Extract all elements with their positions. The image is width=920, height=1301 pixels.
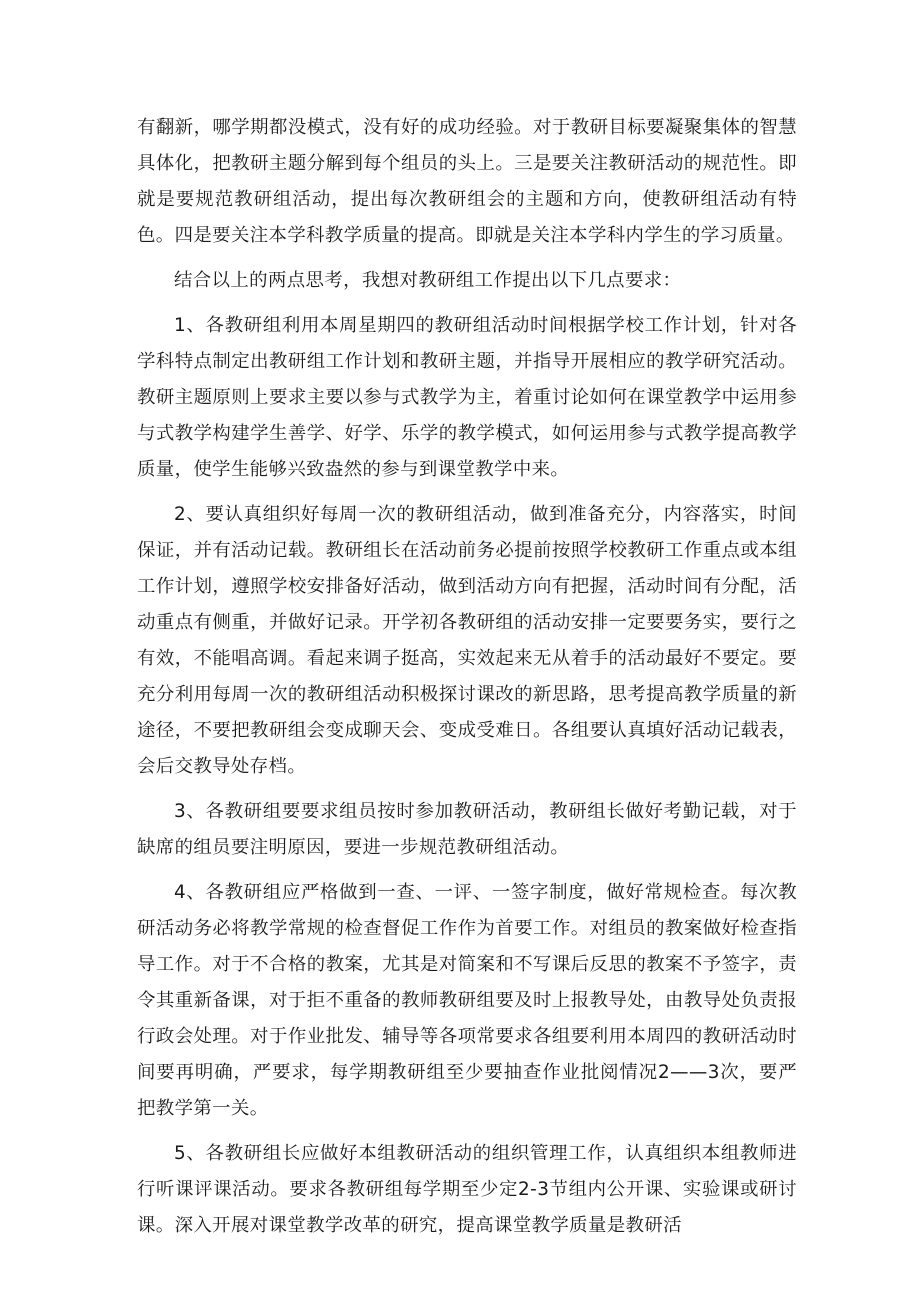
paragraph-continuation: 有翻新，哪学期都没模式，没有好的成功经验。对于教研目标要凝聚集体的智慧具体化，把教研主题分解到每个组员的头上。三是要关注教研活动的规范性。即就是要规范教研组活动，提出每次教研组会的主题和方向，使教研组活动有特色。四是要关注本学科教学质量的提高。即就是关注本学科内学生的学习质量。 bbox=[137, 117, 797, 247]
paragraph-requirement-2: 2、要认真组织好每周一次的教研组活动，做到准备充分，内容落实，时间保证，并有活动记载。教研组长在活动前务必提前按照学校教研工作重点或本组工作计划，遵照学校安排备好活动，做到活动方向有把握，活动时间有分配，活动重点有侧重，并做好记录。开学初各教研组的活动安排一定要要务实，要行之有效，不能唱高调。看起来调子挺高，实效起来无从着手的活动最好不要定。要充分利用每周一次的教研组活动积极探讨课改的新思路，思考提高教学质量的新途径，不要把教研组会变成聊天会、变成受难日。各组要认真填好活动记载表，会后交教导处存档。 bbox=[137, 503, 797, 778]
paragraph-requirement-4: 4、各教研组应严格做到一查、一评、一签字制度，做好常规检查。每次教研活动务必将教学常规的检查督促工作作为首要工作。对组员的教案做好检查指导工作。对于不合格的教案，尤其是对简案和不写课后反思的教案不予签字，责令其重新备课，对于拒不重备的教师教研组要及时上报教导处，由教导处负责报行政会处理。对于作业批发、辅导等各项常要求各组要利用本周四的教研活动时间要再明确，严要求，每学期教研组至少要抽查作业批阅情况2——3次，要严把教学第一关。 bbox=[137, 881, 797, 1120]
paragraph-requirement-1: 1、各教研组利用本周星期四的教研组活动时间根据学校工作计划，针对各学科特点制定出教研组工作计划和教研主题，并指导开展相应的教学研究活动。教研主题原则上要求主要以参与式教学为主，着重讨论如何在课堂教学中运用参与式教学构建学生善学、好学、乐学的教学模式，如何运用参与式教学提高教学质量，使学生能够兴致盎然的参与到课堂教学中来。 bbox=[137, 314, 797, 481]
paragraph-summary-intro: 结合以上的两点思考，我想对教研组工作提出以下几点要求： bbox=[174, 269, 682, 291]
paragraph-requirement-3: 3、各教研组要要求组员按时参加教研活动，教研组长做好考勤记载，对于缺席的组员要注明原因，要进一步规范教研组活动。 bbox=[137, 801, 797, 859]
paragraph-requirement-5: 5、各教研组长应做好本组教研活动的组织管理工作，认真组织本组教师进行听课评课活动。要求各教研组每学期至少定2-3节组内公开课、实验课或研讨课。深入开展对课堂教学改革的研究，提高课堂教学质量是教研活 bbox=[137, 1143, 797, 1237]
document-body bbox=[137, 110, 797, 1253]
